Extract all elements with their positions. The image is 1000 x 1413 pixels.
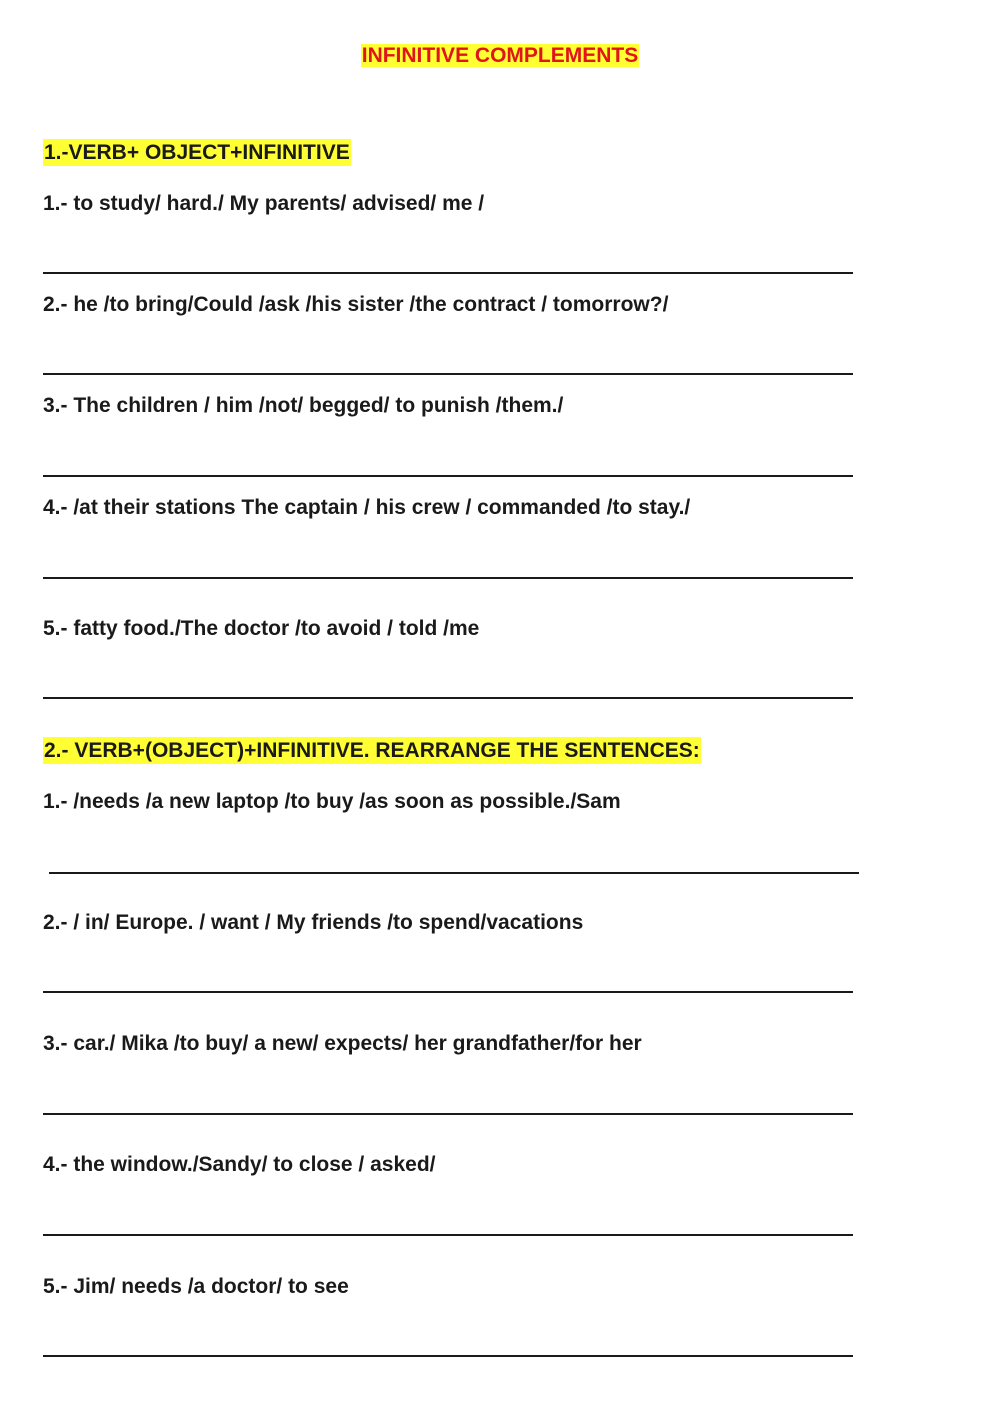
page-title-text: INFINITIVE COMPLEMENTS	[361, 44, 639, 67]
section-1-answer-line-3[interactable]	[43, 475, 853, 477]
section-1-question-1: 1.- to study/ hard./ My parents/ advised/ me /	[43, 192, 485, 215]
section-1-question-2: 2.- he /to bring/Could /ask /his sister /the contract / tomorrow?/	[43, 293, 669, 316]
section-1-answer-line-1[interactable]	[43, 272, 853, 274]
section-1-heading: 1.-VERB+ OBJECT+INFINITIVE	[44, 141, 350, 164]
section-1-question-3: 3.- The children / him /not/ begged/ to punish /them./	[43, 394, 564, 417]
section-1-question-4: 4.- /at their stations The captain / his crew / commanded /to stay./	[43, 496, 691, 519]
section-2-question-2: 2.- / in/ Europe. / want / My friends /to spend/vacations	[43, 911, 584, 934]
section-1-answer-line-4[interactable]	[43, 577, 853, 579]
section-1-question-5: 5.- fatty food./The doctor /to avoid / told /me	[43, 617, 480, 640]
section-2-answer-line-1[interactable]	[49, 872, 859, 874]
section-2-question-1: 1.- /needs /a new laptop /to buy /as soon as possible./Sam	[43, 790, 621, 813]
section-2-answer-line-2[interactable]	[43, 991, 853, 993]
section-2-question-5: 5.- Jim/ needs /a doctor/ to see	[43, 1275, 349, 1298]
page-title	[0, 42, 1000, 70]
section-2-answer-line-4[interactable]	[43, 1234, 853, 1236]
section-2-question-4: 4.- the window./Sandy/ to close / asked/	[43, 1153, 436, 1176]
section-2-heading: 2.- VERB+(OBJECT)+INFINITIVE. REARRANGE THE SENTENCES:	[44, 739, 700, 762]
section-2-answer-line-3[interactable]	[43, 1113, 853, 1115]
section-1-answer-line-5[interactable]	[43, 697, 853, 699]
section-2-question-3: 3.- car./ Mika /to buy/ a new/ expects/ her grandfather/for her	[43, 1032, 642, 1055]
section-1-answer-line-2[interactable]	[43, 373, 853, 375]
section-2-answer-line-5[interactable]	[43, 1355, 853, 1357]
